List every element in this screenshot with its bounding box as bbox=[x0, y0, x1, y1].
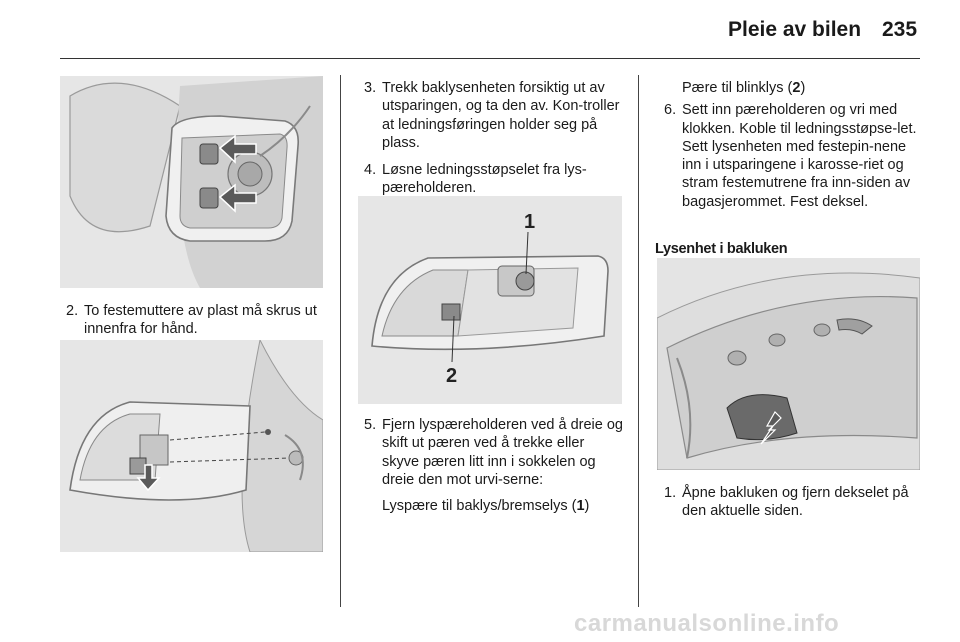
step-5 bbox=[358, 416, 624, 489]
column-3-upper bbox=[658, 79, 924, 211]
step-text: Åpne bakluken og fjern dekselet på den aktuelle siden. bbox=[682, 485, 909, 520]
step-number: 6. bbox=[664, 102, 677, 119]
step-6 bbox=[658, 101, 924, 211]
step-text: To festemuttere av plast må skrus ut innenfra for hånd. bbox=[84, 303, 317, 338]
figure-rear-light-nuts bbox=[60, 340, 323, 552]
step-number: 5. bbox=[364, 417, 377, 433]
step-number: 4. bbox=[364, 162, 377, 179]
figure-tailgate-cover bbox=[657, 258, 920, 470]
step-number: 3. bbox=[364, 80, 377, 96]
column-3-lower bbox=[658, 484, 924, 521]
bulb-label: Pære til blinklys ( bbox=[682, 80, 793, 96]
step-text: Trekk baklysenheten forsiktig ut av utsparingen, og ta den av. Kon-troller at ledningsføringen holder seg på plass. bbox=[382, 80, 620, 151]
section-title: Lysenhet i bakluken bbox=[655, 241, 788, 257]
step-1 bbox=[658, 484, 924, 521]
bulb-label: Lyspære til baklys/bremselys ( bbox=[382, 498, 577, 515]
step-text: Fjern lyspæreholderen ved å dreie og skift ut pæren ved å trekke eller skyve pæren litt inn i sokkelen og dreie den mot urvi-serne: bbox=[382, 417, 623, 488]
step-number: 2. bbox=[66, 303, 79, 319]
bulb-suffix: ) bbox=[584, 498, 590, 515]
bulb-suffix: ) bbox=[800, 80, 806, 96]
bulb-brake-light bbox=[358, 497, 624, 515]
figure-bulb-holder bbox=[358, 196, 622, 404]
watermark-text: carmanualsonline.info bbox=[574, 610, 840, 637]
step-4 bbox=[358, 161, 624, 198]
bulb-ref: 2 bbox=[792, 80, 801, 96]
header-rule bbox=[60, 58, 920, 59]
bulb-ref: 1 bbox=[576, 498, 585, 515]
page-header bbox=[0, 0, 960, 62]
page-title: Pleie av bilen bbox=[728, 18, 862, 41]
column-divider-2 bbox=[638, 75, 639, 607]
callout-2: 2 bbox=[446, 365, 458, 387]
step-text: Løsne ledningsstøpselet fra lys-pæreholderen. bbox=[382, 162, 587, 197]
bulb-indicator bbox=[658, 79, 924, 97]
page-number: 235 bbox=[882, 18, 918, 41]
figure-trunk-access-panel bbox=[60, 76, 323, 288]
step-number: 1. bbox=[664, 485, 677, 501]
step-text: Sett inn pæreholderen og vri med klokken. Koble til ledningsstøpse-let. Sett lysenheten med festepin-nene inn i utsparingene i karosse-riet og stram festemutrene fra inn-siden av bagasjerommet. Fest deksel. bbox=[682, 102, 917, 210]
step-3 bbox=[358, 79, 624, 152]
callout-1: 1 bbox=[524, 211, 536, 233]
step-2 bbox=[60, 302, 330, 339]
column-2-lower bbox=[358, 416, 624, 515]
column-2-upper bbox=[358, 79, 624, 198]
column-divider-1 bbox=[340, 75, 341, 607]
